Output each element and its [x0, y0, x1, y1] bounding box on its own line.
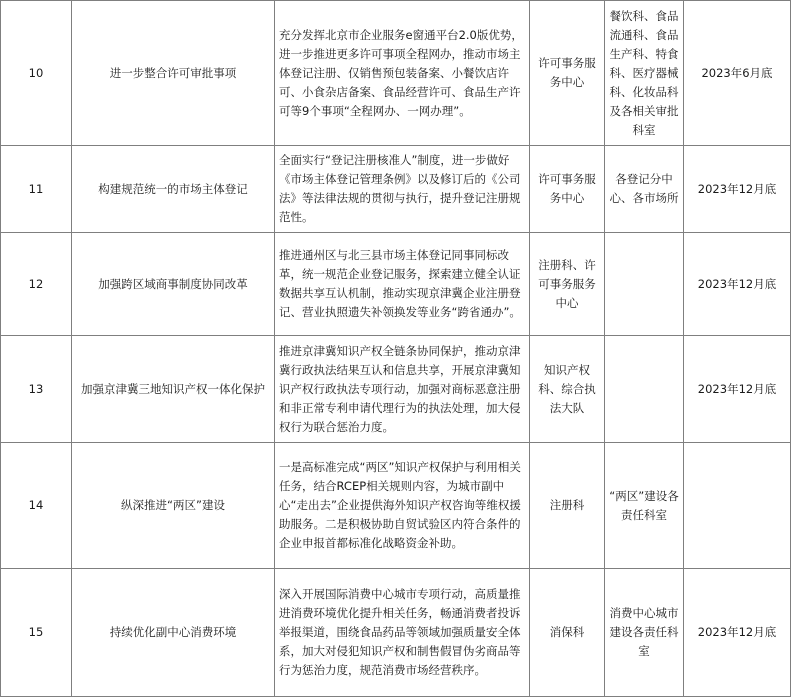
cooperating-departments: [605, 233, 684, 336]
table-row: [1, 1, 791, 146]
cooperating-departments: “两区”建设各责任科室: [605, 443, 684, 569]
task-content: 一是高标准完成“两区”知识产权保护与利用相关任务，结合RCEP相关规则内容，为城市副中心“走出去”企业提供海外知识产权咨询等维权援助服务。二是积极协助自贸试验区内符合条件的企业申报首都标准化战略资金补助。: [275, 443, 530, 569]
lead-department: 知识产权科、综合执法大队: [530, 336, 605, 443]
task-title: 持续优化副中心消费环境: [72, 569, 275, 697]
table-row: [1, 336, 791, 443]
table-row: [1, 569, 791, 697]
cooperating-departments: 餐饮科、食品流通科、食品生产科、特食科、医疗器械科、化妆品科及各相关审批科室: [605, 1, 684, 146]
task-title: 构建规范统一的市场主体登记: [72, 146, 275, 233]
deadline: [684, 443, 791, 569]
row-number: 14: [1, 443, 72, 569]
table-row: [1, 443, 791, 569]
lead-department: 注册科、许可事务服务中心: [530, 233, 605, 336]
lead-department: 许可事务服务中心: [530, 146, 605, 233]
task-title: 纵深推进“两区”建设: [72, 443, 275, 569]
lead-department: 许可事务服务中心: [530, 1, 605, 146]
row-number: 11: [1, 146, 72, 233]
row-number: 15: [1, 569, 72, 697]
row-number: 12: [1, 233, 72, 336]
cooperating-departments: 各登记分中心、各市场所: [605, 146, 684, 233]
task-content: 深入开展国际消费中心城市专项行动，高质量推进消费环境优化提升相关任务，畅通消费者投诉举报渠道，围绕食品药品等领域加强质量安全体系，加大对侵犯知识产权和制售假冒伪劣商品等行为惩治力度，规范消费市场经营秩序。: [275, 569, 530, 697]
cooperating-departments: [605, 336, 684, 443]
deadline: 2023年12月底: [684, 146, 791, 233]
task-content: 充分发挥北京市企业服务e窗通平台2.0版优势，进一步推进更多许可事项全程网办，推动市场主体登记注册、仅销售预包装备案、小餐饮店许可、小食杂店备案、食品经营许可、食品生产许可等9个事项“全程网办、一网办理”。: [275, 1, 530, 146]
task-title: 加强跨区域商事制度协同改革: [72, 233, 275, 336]
row-number: 10: [1, 1, 72, 146]
task-content: 推进京津冀知识产权全链条协同保护，推动京津冀行政执法结果互认和信息共享，开展京津冀知识产权行政执法专项行动，加强对商标恶意注册和非正常专利申请代理行为的执法处理，加大侵权行为联合惩治力度。: [275, 336, 530, 443]
table-row: [1, 233, 791, 336]
task-title: 加强京津冀三地知识产权一体化保护: [72, 336, 275, 443]
row-number: 13: [1, 336, 72, 443]
deadline: 2023年12月底: [684, 336, 791, 443]
lead-department: 消保科: [530, 569, 605, 697]
deadline: 2023年6月底: [684, 1, 791, 146]
task-title: 进一步整合许可审批事项: [72, 1, 275, 146]
task-content: 推进通州区与北三县市场主体登记同事同标改革，统一规范企业登记服务，探索建立健全认证数据共享互认机制，推动实现京津冀企业注册登记、营业执照遗失补领换发等业务“跨省通办”。: [275, 233, 530, 336]
task-content: 全面实行“登记注册核准人”制度，进一步做好《市场主体登记管理条例》以及修订后的《公司法》等法律法规的贯彻与执行，提升登记注册规范性。: [275, 146, 530, 233]
deadline: 2023年12月底: [684, 233, 791, 336]
lead-department: 注册科: [530, 443, 605, 569]
deadline: 2023年12月底: [684, 569, 791, 697]
cooperating-departments: 消费中心城市建设各责任科室: [605, 569, 684, 697]
table-row: [1, 146, 791, 233]
